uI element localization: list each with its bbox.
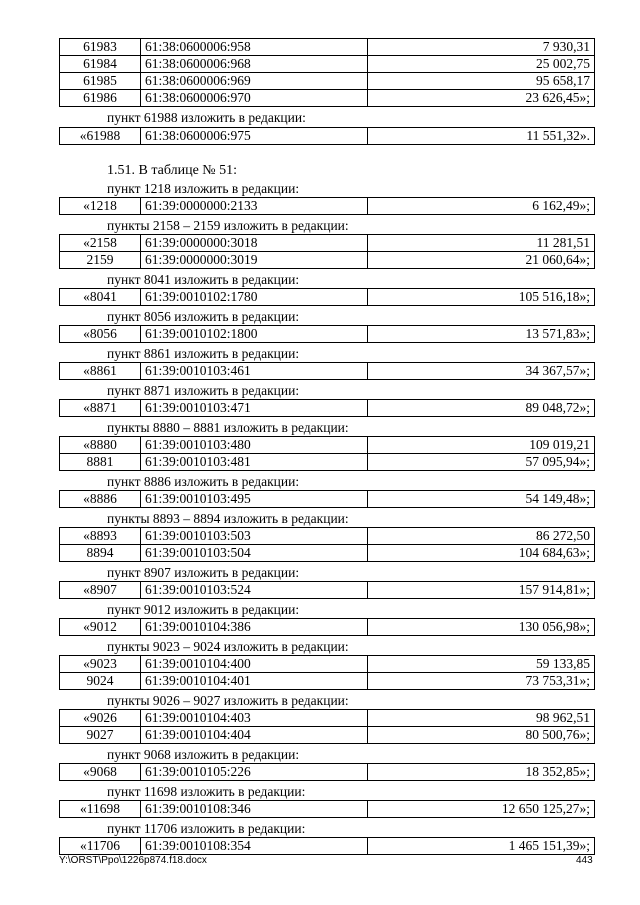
instruction-line — [59, 272, 595, 288]
instruction-text: пункт 9068 изложить в редакции: — [107, 747, 300, 762]
amendment-table — [59, 197, 595, 215]
value-cell: 95 658,17 — [368, 73, 595, 90]
cadastral-number: 61:39:0010108:346 — [141, 801, 368, 818]
table-row — [60, 801, 595, 818]
cadastral-number: 61:39:0010103:524 — [141, 582, 368, 599]
instruction-line — [59, 511, 595, 527]
top-table-body — [60, 39, 595, 107]
amendment-table — [59, 800, 595, 818]
value-cell: 13 571,83»; — [368, 326, 595, 343]
instruction-line — [59, 110, 595, 126]
instruction-text: пункт 8886 изложить в редакции: — [107, 474, 300, 489]
section-title: 1.51. В таблице № 51: — [107, 163, 238, 178]
instruction-text: пункт 8907 изложить в редакции: — [107, 565, 300, 580]
table-row — [60, 90, 595, 107]
instruction-line — [59, 218, 595, 234]
instruction-line — [59, 181, 595, 197]
row-number: «8880 — [60, 437, 141, 454]
row-number: «11706 — [60, 838, 141, 855]
instruction-text: пункт 8861 изложить в редакции: — [107, 346, 300, 361]
instruction-text: пункт 8871 изложить в редакции: — [107, 383, 300, 398]
instruction-text: пункты 9026 – 9027 изложить в редакции: — [107, 693, 349, 708]
table-row — [60, 252, 595, 269]
value-cell: 1 465 151,39»; — [368, 838, 595, 855]
row-number: «8871 — [60, 400, 141, 417]
amendment-table — [59, 325, 595, 343]
row-number: «11698 — [60, 801, 141, 818]
cadastral-number: 61:39:0010108:354 — [141, 838, 368, 855]
value-cell: 11 551,32». — [368, 128, 595, 145]
instruction-text: пункты 8893 – 8894 изложить в редакции: — [107, 511, 349, 526]
table-row — [60, 491, 595, 508]
value-cell: 105 516,18»; — [368, 289, 595, 306]
value-cell: 7 930,31 — [368, 39, 595, 56]
value-cell: 54 149,48»; — [368, 491, 595, 508]
cadastral-number: 61:39:0000000:3019 — [141, 252, 368, 269]
value-cell: 12 650 125,27»; — [368, 801, 595, 818]
table-row — [60, 454, 595, 471]
value-cell: 57 095,94»; — [368, 454, 595, 471]
instruction-text: пункты 2158 – 2159 изложить в редакции: — [107, 218, 349, 233]
cadastral-number: 61:39:0000000:2133 — [141, 198, 368, 215]
instruction-line — [59, 474, 595, 490]
row-number: «8907 — [60, 582, 141, 599]
cadastral-number: 61:39:0010104:404 — [141, 727, 368, 744]
value-cell: 109 019,21 — [368, 437, 595, 454]
value-cell: 104 684,63»; — [368, 545, 595, 562]
instruction-line — [59, 639, 595, 655]
table-row — [60, 545, 595, 562]
amendment-table — [59, 763, 595, 781]
amendment-table — [59, 399, 595, 417]
row-number: «8861 — [60, 363, 141, 380]
table-row — [60, 838, 595, 855]
row-number: «8886 — [60, 491, 141, 508]
cadastral-number: 61:38:0600006:975 — [141, 128, 368, 145]
amendment-table — [59, 581, 595, 599]
row-number: «9023 — [60, 656, 141, 673]
amendment-table — [59, 837, 595, 855]
table-row — [60, 39, 595, 56]
table-row — [60, 289, 595, 306]
instruction-line — [59, 420, 595, 436]
instruction-text: пункт 8041 изложить в редакции: — [107, 272, 300, 287]
table-row — [60, 128, 595, 145]
table-row — [60, 673, 595, 690]
instruction-line — [59, 309, 595, 325]
amendment-table — [59, 709, 595, 744]
instruction-line — [59, 383, 595, 399]
row-number: 2159 — [60, 252, 141, 269]
row-number: «8041 — [60, 289, 141, 306]
instruction-text: пункт 9012 изложить в редакции: — [107, 602, 300, 617]
value-cell: 98 962,51 — [368, 710, 595, 727]
row-number: «61988 — [60, 128, 141, 145]
cadastral-number: 61:39:0000000:3018 — [141, 235, 368, 252]
instruction-line — [59, 346, 595, 362]
value-cell: 6 162,49»; — [368, 198, 595, 215]
table-row — [60, 400, 595, 417]
instruction-text: пункты 9023 – 9024 изложить в редакции: — [107, 639, 349, 654]
instruction-text: пункты 8880 – 8881 изложить в редакции: — [107, 420, 349, 435]
table-row — [60, 528, 595, 545]
amendment-table — [59, 362, 595, 380]
value-cell: 11 281,51 — [368, 235, 595, 252]
cadastral-number: 61:39:0010103:495 — [141, 491, 368, 508]
cadastral-number: 61:39:0010103:471 — [141, 400, 368, 417]
value-cell: 80 500,76»; — [368, 727, 595, 744]
instruction-text: пункт 61988 изложить в редакции: — [107, 110, 306, 125]
table-row — [60, 73, 595, 90]
table-row — [60, 198, 595, 215]
instruction-text: пункт 8056 изложить в редакции: — [107, 309, 300, 324]
cadastral-number: 61:38:0600006:968 — [141, 56, 368, 73]
cadastral-number: 61:39:0010103:503 — [141, 528, 368, 545]
table-row — [60, 727, 595, 744]
row-number: «1218 — [60, 198, 141, 215]
instruction-line — [59, 747, 595, 763]
cadastral-number: 61:39:0010102:1780 — [141, 289, 368, 306]
row-number: 61986 — [60, 90, 141, 107]
row-number: «9026 — [60, 710, 141, 727]
row-number: «9012 — [60, 619, 141, 636]
table-row — [60, 582, 595, 599]
cadastral-number: 61:38:0600006:970 — [141, 90, 368, 107]
row-number: 9024 — [60, 673, 141, 690]
cadastral-number: 61:39:0010105:226 — [141, 764, 368, 781]
row-number: «9068 — [60, 764, 141, 781]
top-amend-table — [59, 127, 595, 145]
table-row — [60, 437, 595, 454]
instruction-line — [59, 602, 595, 618]
value-cell: 130 056,98»; — [368, 619, 595, 636]
cadastral-number: 61:39:0010104:400 — [141, 656, 368, 673]
row-number: «8893 — [60, 528, 141, 545]
instruction-line — [59, 821, 595, 837]
row-number: «2158 — [60, 235, 141, 252]
instruction-line — [59, 693, 595, 709]
table-row — [60, 363, 595, 380]
instruction-line — [59, 565, 595, 581]
page-number: 443 — [576, 855, 593, 866]
cadastral-number: 61:39:0010103:504 — [141, 545, 368, 562]
table-row — [60, 764, 595, 781]
value-cell: 34 367,57»; — [368, 363, 595, 380]
amendment-table — [59, 527, 595, 562]
value-cell: 25 002,75 — [368, 56, 595, 73]
cadastral-number: 61:39:0010103:481 — [141, 454, 368, 471]
row-number: 8894 — [60, 545, 141, 562]
value-cell: 157 914,81»; — [368, 582, 595, 599]
value-cell: 89 048,72»; — [368, 400, 595, 417]
footer-path: Y:\ORST\Ppo\1226p874.f18.docx — [59, 855, 207, 866]
amendment-table — [59, 436, 595, 471]
row-number: 61983 — [60, 39, 141, 56]
row-number: 9027 — [60, 727, 141, 744]
row-number: 8881 — [60, 454, 141, 471]
table-row — [60, 235, 595, 252]
instruction-text: пункт 1218 изложить в редакции: — [107, 181, 300, 196]
value-cell: 59 133,85 — [368, 656, 595, 673]
cadastral-number: 61:38:0600006:958 — [141, 39, 368, 56]
cadastral-number: 61:39:0010104:403 — [141, 710, 368, 727]
cadastral-number: 61:39:0010103:461 — [141, 363, 368, 380]
value-cell: 21 060,64»; — [368, 252, 595, 269]
value-cell: 23 626,45»; — [368, 90, 595, 107]
amendment-table — [59, 490, 595, 508]
amendment-table — [59, 655, 595, 690]
cadastral-number: 61:39:0010103:480 — [141, 437, 368, 454]
cadastral-number: 61:39:0010102:1800 — [141, 326, 368, 343]
top-table — [59, 38, 595, 107]
table-row — [60, 656, 595, 673]
value-cell: 86 272,50 — [368, 528, 595, 545]
value-cell: 73 753,31»; — [368, 673, 595, 690]
cadastral-number: 61:39:0010104:401 — [141, 673, 368, 690]
cadastral-number: 61:39:0010104:386 — [141, 619, 368, 636]
amendment-table — [59, 618, 595, 636]
table-row — [60, 710, 595, 727]
instruction-text: пункт 11706 изложить в редакции: — [107, 821, 306, 836]
row-number: 61985 — [60, 73, 141, 90]
instruction-line — [59, 784, 595, 800]
value-cell: 18 352,85»; — [368, 764, 595, 781]
table-row — [60, 326, 595, 343]
table-row — [60, 619, 595, 636]
cadastral-number: 61:38:0600006:969 — [141, 73, 368, 90]
amendment-table — [59, 288, 595, 306]
row-number: «8056 — [60, 326, 141, 343]
amendment-table — [59, 234, 595, 269]
row-number: 61984 — [60, 56, 141, 73]
instruction-text: пункт 11698 изложить в редакции: — [107, 784, 306, 799]
table-row — [60, 56, 595, 73]
